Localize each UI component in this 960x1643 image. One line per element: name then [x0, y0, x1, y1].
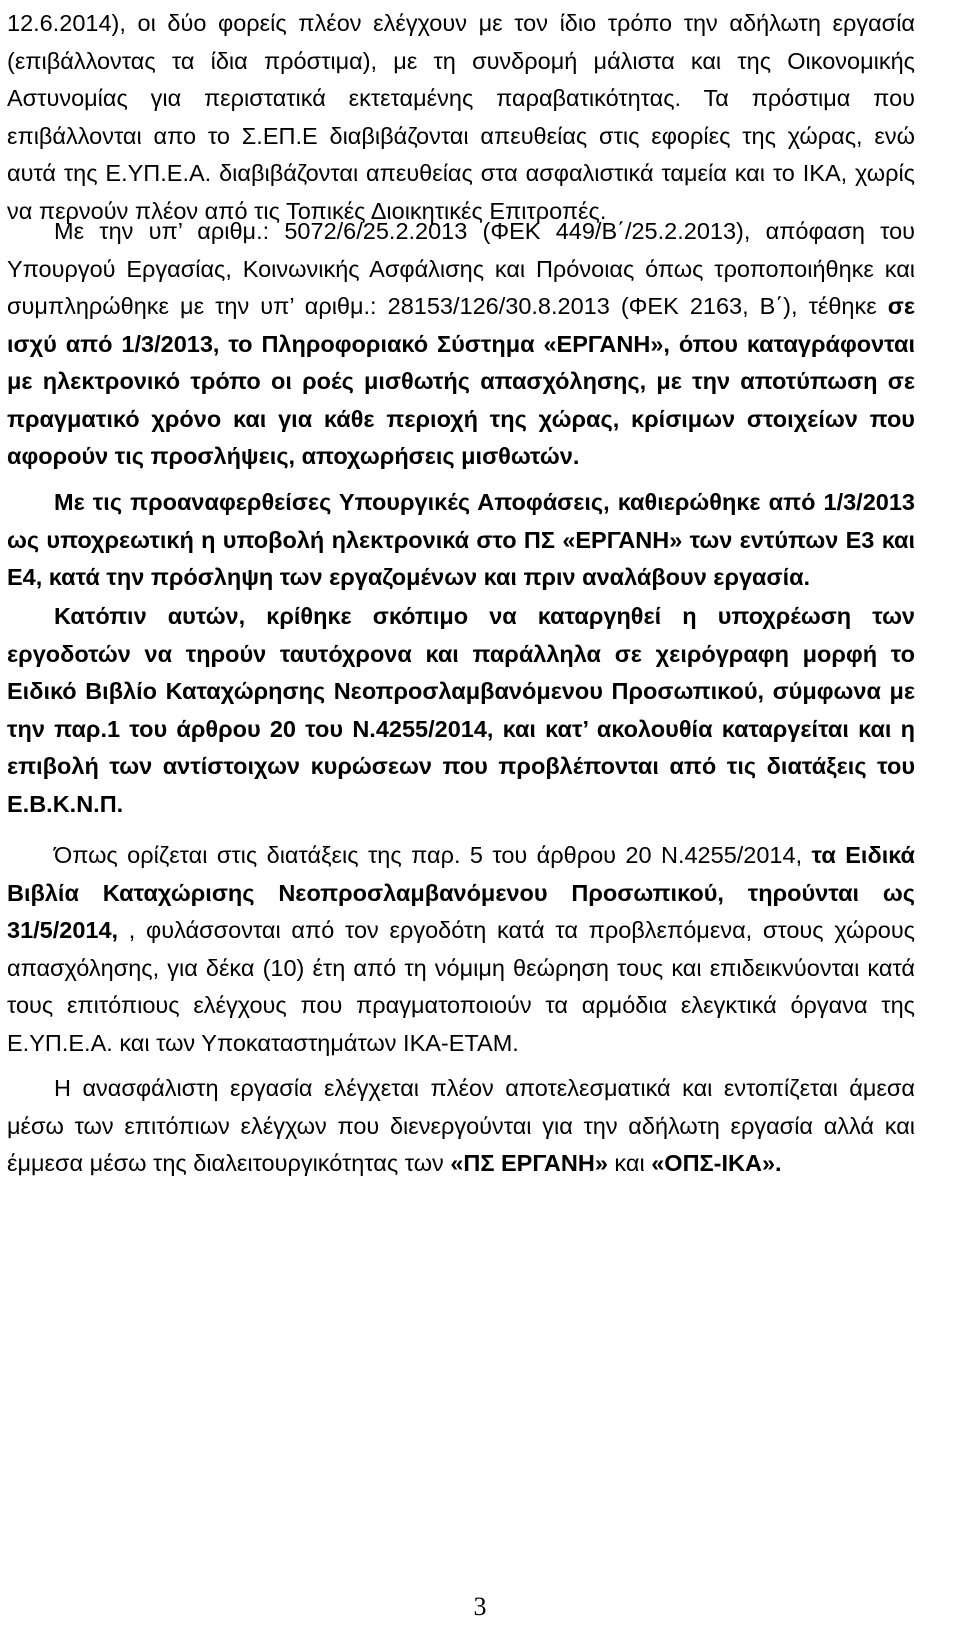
paragraph-uninsured-work-text-1: Η ανασφάλιστη εργασία ελέγχεται πλέον αποτελεσματικά και εντοπίζεται άμεσα μέσω των επιτόπιων ελέγχων που διενεργούνται για την αδήλωτη εργασία αλλά και έμμεσα μέσω της διαλειτουργικότητας των: [7, 1075, 915, 1176]
paragraph-mandatory-submission: [7, 484, 915, 597]
paragraph-book-retention: [7, 837, 915, 1062]
paragraph-intro-text: 12.6.2014), οι δύο φορείς πλέον ελέγχουν με τον ίδιο τρόπο την αδήλωτη εργασία (επιβάλλοντας τα ίδια πρόστιμα), με τη συνδρομή μάλιστα και της Οικονομικής Αστυνομίας για περιστατικά εκτεταμένης παραβατικότητας. Τα πρόστιμα που επιβάλλονται απο το Σ.ΕΠ.Ε διαβιβάζονται απευθείας στις εφορίες της χώρας, ενώ αυτά της Ε.ΥΠ.Ε.Α. διαβιβάζονται απευθείας στα ασφαλιστικά ταμεία και το ΙΚΑ, χωρίς να περνούν πλέον από τις Τοπικές Διοικητικές Επιτροπές.: [7, 10, 915, 224]
paragraph-ergani-decision: [7, 213, 915, 476]
paragraph-book-retention-text-1: Όπως ορίζεται στις διατάξεις της παρ. 5 του άρθρου 20 Ν.4255/2014,: [54, 842, 812, 868]
paragraph-ergani-decision-text: Με την υπ’ αριθμ.: 5072/6/25.2.2013 (ΦΕΚ 449/Β΄/25.2.2013), απόφαση του Υπουργού Εργασίας, Κοινωνικής Ασφάλισης και Πρόνοιας όπως τροποποιήθηκε και συμπληρώθηκε με την υπ’ αριθμ.: 28153/126/30.8.2013 (ΦΕΚ 2163, Β΄), τέθηκε: [7, 218, 915, 319]
paragraph-book-abolished: [7, 598, 915, 823]
paragraph-uninsured-work-text-2: και: [607, 1150, 652, 1176]
paragraph-intro: [7, 5, 915, 230]
paragraph-uninsured-work-ops-ika: «ΟΠΣ-ΙΚΑ».: [651, 1150, 782, 1176]
paragraph-mandatory-submission-text: Με τις προαναφερθείσες Υπουργικές Αποφάσεις, καθιερώθηκε από 1/3/2013 ως υποχρεωτική η υποβολή ηλεκτρονικά στο ΠΣ «ΕΡΓΑΝΗ» των εντύπων Ε3 και Ε4, κατά την πρόσληψη των εργαζομένων και πριν αναλάβουν εργασία.: [7, 489, 915, 590]
paragraph-uninsured-work-ergani: «ΠΣ ΕΡΓΑΝΗ»: [450, 1150, 608, 1176]
paragraph-uninsured-work: [7, 1070, 915, 1183]
paragraph-book-abolished-text: Κατόπιν αυτών, κρίθηκε σκόπιμο να καταργηθεί η υποχρέωση των εργοδοτών να τηρούν ταυτόχρονα και παράλληλα σε χειρόγραφη μορφή το Ειδικό Βιβλίο Καταχώρησης Νεοπροσλαμβανόμενου Προσωπικού, σύμφωνα με την παρ.1 του άρθρου 20 του Ν.4255/2014, και κατ’ ακολουθία καταργείται και η επιβολή των αντίστοιχων κυρώσεων που προβλέπονται από τις διατάξεις του Ε.Β.Κ.Ν.Π.: [7, 603, 915, 817]
paragraph-book-retention-text-2: , φυλάσσονται από τον εργοδότη κατά τα προβλεπόμενα, στους χώρους απασχόλησης, για δέκα (10) έτη από τη νόμιμη θεώρηση τους και επιδεικνύονται κατά τους επιτόπιους ελέγχους που πραγματοποιούν τα αρμόδια ελεγκτικά όργανα της Ε.ΥΠ.Ε.Α. και των Υποκαταστημάτων ΙΚΑ-ΕΤΑΜ.: [7, 917, 915, 1056]
paragraph-ergani-decision-bold: σε ισχύ από 1/3/2013, το Πληροφοριακό Σύστημα «ΕΡΓΑΝΗ», όπου καταγράφονται με ηλεκτρονικό τρόπο οι ροές μισθωτής απασχόλησης, με την αποτύπωση σε πραγματικό χρόνο και για κάθε περιοχή της χώρας, κρίσιμων στοιχείων που αφορούν τις προσλήψεις, αποχωρήσεις μισθωτών.: [7, 293, 915, 469]
paragraph-book-retention-bold: τα Ειδικά Βιβλία Καταχώρισης Νεοπροσλαμβανόμενου Προσωπικού, τηρούνται ως 31/5/2014,: [7, 842, 915, 943]
page-number: 3: [473, 1592, 487, 1621]
